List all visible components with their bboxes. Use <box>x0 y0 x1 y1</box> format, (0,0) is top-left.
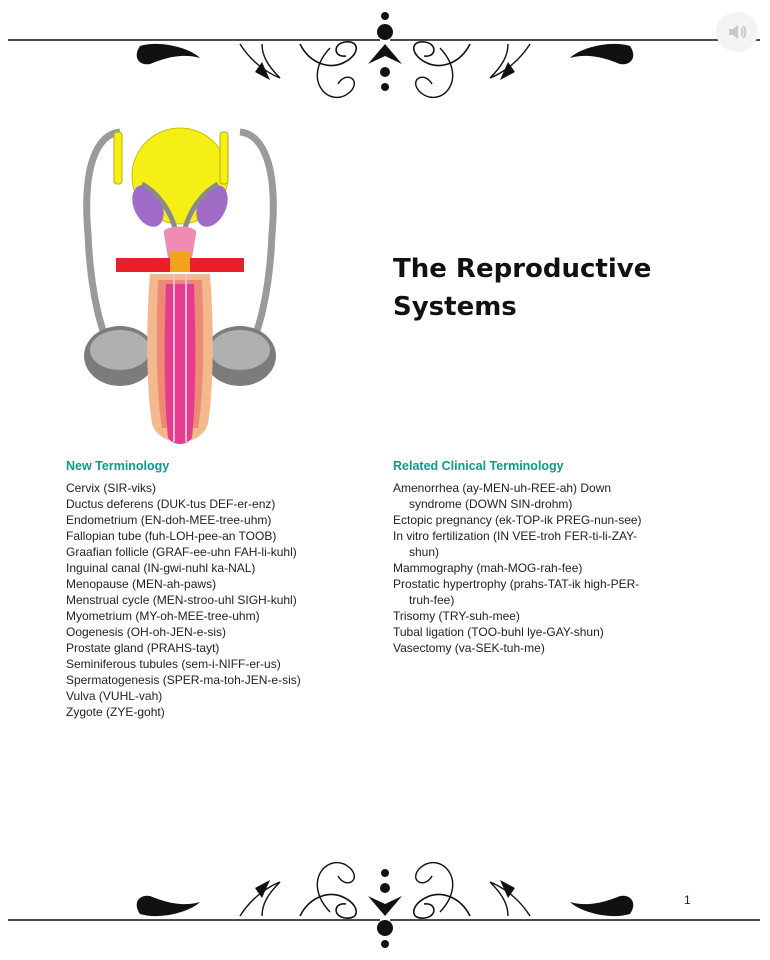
top-flourish-ornament <box>0 0 770 120</box>
list-item: In vitro fertilization (IN VEE-troh FER-ti-li-ZAY-shun) <box>393 529 638 559</box>
list-item: Cervix (SIR-viks) <box>66 481 156 495</box>
list-item: Fallopian tube (fuh-LOH-pee-an TOOB) <box>66 529 277 543</box>
audio-button[interactable] <box>716 12 758 52</box>
related-clinical-terminology-heading: Related Clinical Terminology <box>393 459 564 473</box>
related-clinical-terminology-list <box>393 480 663 656</box>
bottom-flourish-ornament <box>0 840 770 960</box>
list-item: Ectopic pregnancy (ek-TOP-ik PREG-nun-see) <box>393 513 642 527</box>
list-item: Menstrual cycle (MEN-stroo-uhl SIGH-kuhl) <box>66 593 297 607</box>
page-number: 1 <box>684 893 691 907</box>
new-terminology-section <box>66 458 366 720</box>
list-item: Mammography (mah-MOG-rah-fee) <box>393 561 583 575</box>
list-item: Ductus deferens (DUK-tus DEF-er-enz) <box>66 497 276 511</box>
list-item: Endometrium (EN-doh-MEE-tree-uhm) <box>66 513 272 527</box>
list-item: Zygote (ZYE-goht) <box>66 705 165 719</box>
list-item: Vulva (VUHL-vah) <box>66 689 163 703</box>
list-item: Oogenesis (OH-oh-JEN-e-sis) <box>66 625 227 639</box>
list-item: Prostate gland (PRAHS-tayt) <box>66 641 220 655</box>
speaker-icon <box>727 23 747 41</box>
list-item: Seminiferous tubules (sem-i-NIFF-er-us) <box>66 657 281 671</box>
list-item: Spermatogenesis (SPER-ma-toh-JEN-e-sis) <box>66 673 301 687</box>
list-item: Amenorrhea (ay-MEN-uh-REE-ah) Down syndrome (DOWN SIN-drohm) <box>393 481 612 511</box>
list-item: Vasectomy (va-SEK-tuh-me) <box>393 641 545 655</box>
list-item: Myometrium (MY-oh-MEE-tree-uhm) <box>66 609 260 623</box>
list-item: Tubal ligation (TOO-buhl lye-GAY-shun) <box>393 625 604 639</box>
new-terminology-list <box>66 480 366 720</box>
list-item: Menopause (MEN-ah-paws) <box>66 577 217 591</box>
related-clinical-terminology-section <box>393 458 663 656</box>
list-item: Prostatic hypertrophy (prahs-TAT-ik high-PER-truh-fee) <box>393 577 640 607</box>
list-item: Graafian follicle (GRAF-ee-uhn FAH-li-kuhl) <box>66 545 297 559</box>
list-item: Trisomy (TRY-suh-mee) <box>393 609 520 623</box>
male-reproductive-system-illustration <box>80 124 280 448</box>
page-title: The Reproductive Systems <box>393 254 652 322</box>
list-item: Inguinal canal (IN-gwi-nuhl ka-NAL) <box>66 561 256 575</box>
new-terminology-heading: New Terminology <box>66 459 170 473</box>
